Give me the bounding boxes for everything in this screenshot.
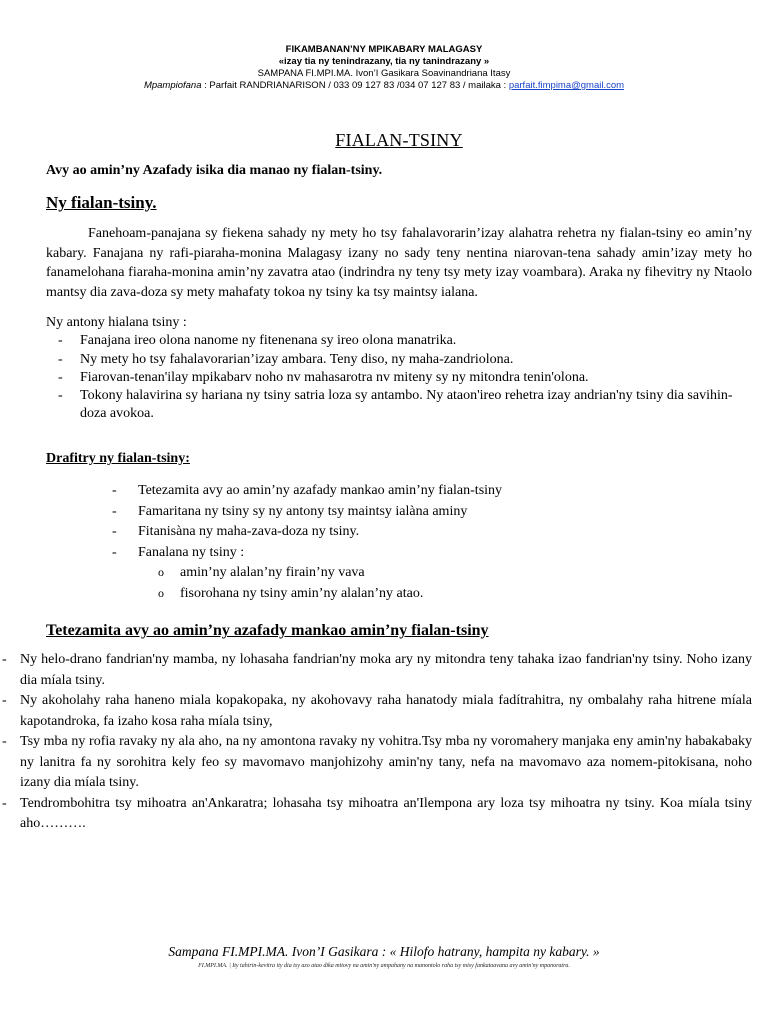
branch-name: SAMPANA FI.MPI.MA. Ivon’I Gasikara Soavinandriana Itasy bbox=[257, 68, 511, 79]
contact-details: : Parfait RANDRIANARISON / 033 09 127 83 /034 07 127 83 / mailaka : bbox=[201, 80, 509, 91]
list-item: - Tetezamita avy ao amin’ny azafady mankao amin’ny fialan-tsiny bbox=[46, 481, 752, 502]
section-heading-drafitra: Drafitry ny fialan-tsiny: bbox=[46, 451, 190, 467]
list-item: - Fitanisàna ny maha-zava-doza ny tsiny. bbox=[46, 522, 752, 543]
section-heading-tetezamita: Tetezamita avy ao amin’ny azafady mankao amin’ny fialan-tsiny bbox=[46, 622, 489, 640]
contact-label: Mpampiofana bbox=[143, 80, 202, 91]
section-paragraph: Fanehoam-panajana sy fiekena sahady ny mety ho tsy fahalavorarin’izay alahatra rehetra ny fialan-tsiny eo amin’ny kabary. Fanajana ny rafi-piaraha-monina Malagasy izany no sady teny nentina niarovan-tena sahady amin’izay mety ho fanamelohana fiaraha-monina amin’ny zavatra atao (indrindra ny teny tsy mety izay voambara). Araka ny fihevitry ny Ntaolo mantsy dia zava-doza sy mety mahafaty tokoa ny tsiny ka tsy maintsy ialana. bbox=[46, 226, 752, 300]
proverbs-list bbox=[2, 650, 752, 835]
list-item: - Ny akoholahy raha haneno miala kopakopaka, ny akohovavy raha hanatody miala fadítrahitra, ny ombalahy raha hitrene míala kapotandroka, fa izaho kosa raha míala tsiny, bbox=[2, 691, 752, 732]
list-item: - Tokony halavirina sy hariana ny tsiny satria loza sy antambo. Ny ataon'ireo rehetra izay andrian'ny tsiny dia savihin-doza avokoa. bbox=[46, 387, 752, 423]
list-item: - Fanajana ireo olona nanome ny fitenenana sy ireo olona manatrika. bbox=[46, 332, 752, 350]
list-item bbox=[46, 543, 752, 605]
document-title: FIALAN-TSINY bbox=[335, 130, 463, 150]
sub-list-item: o amin’ny alalan’ny firain’ny vava bbox=[46, 563, 752, 584]
sub-list-item: o fisorohana ny tsiny amin’ny alalan’ny atao. bbox=[46, 584, 752, 605]
steps-list bbox=[46, 481, 752, 604]
reasons-list bbox=[46, 332, 752, 423]
list-item-label: Fanalana ny tsiny : bbox=[138, 544, 245, 560]
email-link[interactable]: parfait.fimpima@gmail.com bbox=[508, 80, 625, 91]
reasons-intro: Ny antony hialana tsiny : bbox=[46, 315, 187, 331]
list-item: - Tsy mba ny rofia ravaky ny ala aho, na ny amontona ravaky ny vohitra.Tsy mba ny voromahery manjaka eny amin'ny habakabaky ny lanitra fa ny sorohitra kely feo sy mavomavo manjohizohy amin'ny tany, nefa na mavomavo aza nomem-pitokisana, noho izany dia míala tsiny. bbox=[2, 732, 752, 794]
footer-fine-print: FI.MPI.MA. | Ity tahirin-kevitra ity dia tsy azo atao dika mitovy na amin'ny ampahany na manontolo raha tsy misy fankatoavana avy amin'ny mpanoratra. bbox=[198, 963, 570, 969]
document-request: Avy ao amin’ny Azafady isika dia manao ny fialan-tsiny. bbox=[46, 163, 383, 178]
section-heading-fialan-tsiny: Ny fialan-tsiny. bbox=[46, 193, 157, 212]
list-item: - Famaritana ny tsiny sy ny antony tsy maintsy ialàna aminy bbox=[46, 502, 752, 523]
list-item: - Tendrombohitra tsy mihoatra an'Ankaratra; lohasaha tsy mihoatra an'Ilempona ary loza tsy mihoatra ny tsiny. Koa míala tsiny aho………. bbox=[2, 794, 752, 835]
list-item: - Ny mety ho tsy fahalavorarian’izay ambara. Teny diso, ny maha-zandriolona. bbox=[46, 351, 752, 369]
footer-slogan: Sampana FI.MPI.MA. Ivon’I Gasikara : « Hilofo hatrany, hampita ny kabary. » bbox=[168, 944, 600, 959]
substeps-list bbox=[138, 563, 752, 604]
organization-name: FIKAMBANAN’NY MPIKABARY MALAGASY bbox=[285, 44, 483, 55]
letterhead bbox=[0, 44, 768, 92]
list-item: - Ny helo-drano fandrian'ny mamba, ny lohasaha fandrian'ny moka ary ny mitondra teny tahaka izao fandrian'ny tsiny. Noho izany dia míala tsiny. bbox=[2, 650, 752, 691]
document-body bbox=[20, 130, 752, 835]
organization-motto: «izay tia ny tenindrazany, tia ny tanindrazany » bbox=[278, 56, 490, 67]
page-footer bbox=[0, 944, 768, 969]
contact-line bbox=[0, 80, 768, 92]
list-item: - Fiarovan-tenan'ilay mpikabarv noho nv mahasarotra nv miteny sy ny mitondra tenin'olona. bbox=[46, 369, 752, 387]
